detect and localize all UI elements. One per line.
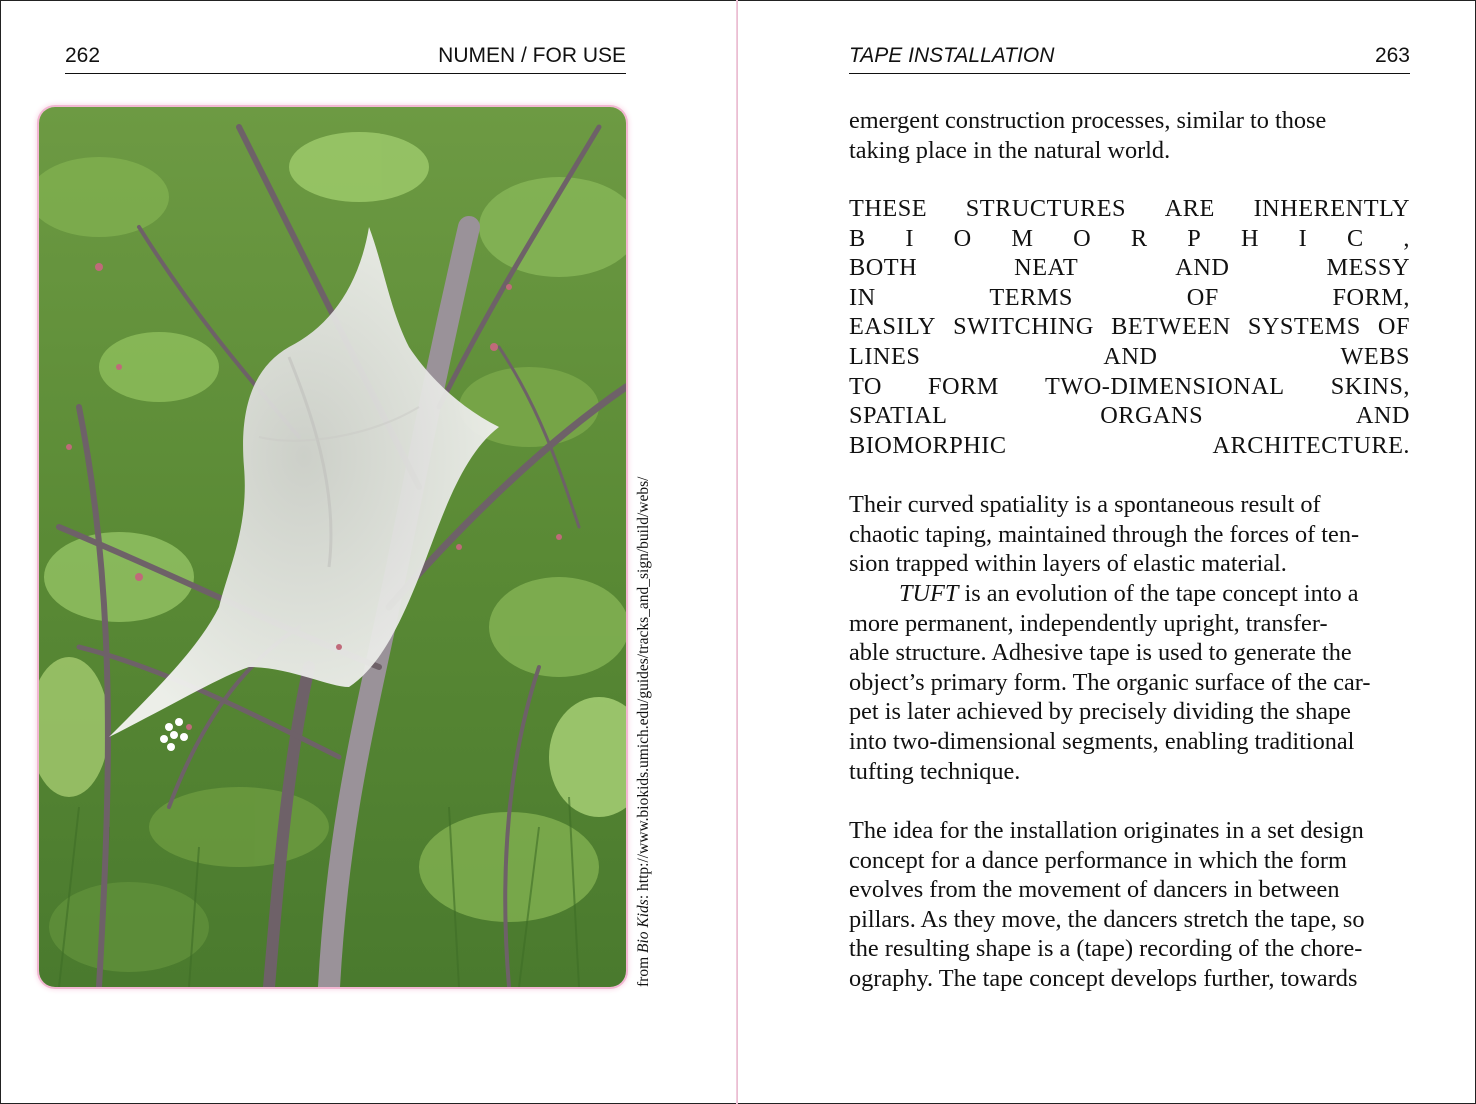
text-line-content: able structure. Adhesive tape is used to generate the bbox=[849, 639, 1352, 667]
caps-line bbox=[849, 283, 1410, 313]
text-line-content: taking place in the natural world. bbox=[849, 136, 1171, 164]
caps-word: ARCHITECTURE. bbox=[1212, 431, 1410, 459]
caps-word: LINES bbox=[849, 342, 921, 370]
caps-word: ARE bbox=[1164, 195, 1215, 222]
caps-word: WEBS bbox=[1340, 342, 1410, 370]
caps-word: FORM bbox=[928, 372, 999, 400]
caps-line bbox=[849, 194, 1410, 224]
right-page-number: 263 bbox=[1374, 44, 1410, 67]
caps-word: BIOMORPHIC bbox=[849, 431, 1007, 459]
caps-word: SWITCHING bbox=[953, 313, 1094, 341]
caps-word: B bbox=[849, 224, 866, 252]
left-header-title: NUMEN / FOR USE bbox=[438, 44, 626, 67]
text-line-content: more permanent, independently upright, transfer- bbox=[849, 609, 1328, 637]
right-running-head bbox=[849, 39, 1410, 74]
caps-word: OF bbox=[1186, 283, 1219, 311]
caps-word: TERMS bbox=[989, 283, 1073, 311]
photo-illustration bbox=[39, 107, 626, 987]
text-line-content: into two-dimensional segments, enabling traditional bbox=[849, 727, 1355, 755]
caps-word: STRUCTURES bbox=[965, 195, 1127, 222]
right-page bbox=[738, 0, 1476, 1104]
text-line bbox=[849, 520, 1410, 550]
text-line bbox=[849, 905, 1410, 935]
caps-word: BETWEEN bbox=[1111, 313, 1231, 341]
caps-word: SYSTEMS bbox=[1247, 313, 1361, 341]
caps-word: TWO-DIMENSIONAL bbox=[1044, 372, 1285, 400]
text-line-content: tufting technique. bbox=[849, 757, 1021, 785]
credit-url: : http://www.biokids.umich.edu/guides/tracks_and_sign/build/webs/ bbox=[635, 476, 652, 900]
text-line bbox=[849, 875, 1410, 905]
text-line-content: sion trapped within layers of elastic material. bbox=[849, 550, 1287, 578]
text-line-content: concept for a dance performance in which the form bbox=[849, 846, 1347, 874]
paragraph-3 bbox=[849, 579, 1410, 786]
caps-word: SKINS, bbox=[1330, 372, 1410, 400]
caps-word: R bbox=[1130, 224, 1148, 252]
text-line-content: evolves from the movement of dancers in between bbox=[849, 876, 1340, 904]
text-line-content: object’s primary form. The organic surface of the car- bbox=[849, 668, 1371, 696]
caps-word: MESSY bbox=[1326, 254, 1410, 282]
caps-word: THESE bbox=[849, 195, 928, 222]
photo-credit bbox=[635, 477, 653, 987]
caps-word: , bbox=[1403, 224, 1410, 252]
caps-word: TO bbox=[849, 372, 882, 400]
text-line bbox=[849, 816, 1410, 846]
caps-word: AND bbox=[1355, 402, 1410, 430]
caps-word: NEAT bbox=[1014, 254, 1079, 282]
caps-line bbox=[849, 312, 1410, 342]
credit-source: Bio Kids bbox=[635, 899, 652, 953]
caps-word: SPATIAL bbox=[849, 402, 948, 430]
credit-prefix: from bbox=[635, 952, 652, 987]
caps-word: BOTH bbox=[849, 254, 918, 282]
text-line bbox=[849, 757, 1410, 787]
caps-word: O bbox=[953, 224, 972, 252]
caps-word: H bbox=[1240, 224, 1259, 252]
text-line bbox=[849, 579, 1410, 609]
caps-word: I bbox=[905, 224, 914, 252]
text-line-content: the resulting shape is a (tape) recording of the chore- bbox=[849, 935, 1363, 963]
caps-word: O bbox=[1073, 224, 1092, 252]
capitals-statement bbox=[849, 194, 1410, 460]
paragraph-4 bbox=[849, 816, 1410, 994]
caps-line bbox=[849, 372, 1410, 402]
text-line bbox=[849, 668, 1410, 698]
text-line bbox=[849, 638, 1410, 668]
left-running-head bbox=[65, 39, 626, 74]
right-header-title: TAPE INSTALLATION bbox=[849, 44, 1055, 67]
caps-word: I bbox=[1298, 224, 1308, 252]
caps-line bbox=[849, 342, 1410, 372]
text-line bbox=[849, 136, 1410, 166]
text-line-content: chaotic taping, maintained through the forces of ten- bbox=[849, 520, 1360, 548]
caps-word: IN bbox=[849, 283, 876, 311]
text-line bbox=[849, 490, 1410, 520]
caps-line bbox=[849, 224, 1410, 254]
text-line-content: is an evolution of the tape concept into a bbox=[958, 580, 1359, 607]
caps-word: M bbox=[1011, 224, 1034, 252]
text-line bbox=[849, 609, 1410, 639]
caps-word: AND bbox=[1175, 254, 1230, 282]
paragraph-1 bbox=[849, 106, 1410, 165]
caps-line bbox=[849, 431, 1410, 461]
text-line bbox=[849, 697, 1410, 727]
text-line bbox=[849, 727, 1410, 757]
caps-word: EASILY bbox=[849, 313, 936, 341]
text-line-content: emergent construction processes, similar to those bbox=[849, 107, 1327, 134]
text-line bbox=[849, 934, 1410, 964]
left-page bbox=[0, 0, 737, 1104]
text-line bbox=[849, 846, 1410, 876]
text-line-content: Their curved spatiality is a spontaneous result of bbox=[849, 491, 1321, 518]
caps-word: ORGANS bbox=[1100, 402, 1204, 430]
text-line bbox=[849, 549, 1410, 579]
tuft-title: TUFT bbox=[899, 580, 959, 607]
caps-word: FORM, bbox=[1332, 283, 1410, 311]
text-line-content: The idea for the installation originates in a set design bbox=[849, 817, 1364, 844]
caps-word: OF bbox=[1377, 313, 1410, 341]
text-line-content: ography. The tape concept develops further, towards bbox=[849, 964, 1358, 992]
caps-word: INHERENTLY bbox=[1253, 195, 1410, 222]
text-line bbox=[849, 964, 1410, 994]
caps-word: P bbox=[1187, 224, 1202, 252]
left-page-number: 262 bbox=[65, 44, 101, 67]
text-line-content: pet is later achieved by precisely dividing the shape bbox=[849, 698, 1351, 726]
caps-word: C bbox=[1346, 224, 1364, 252]
text-line-content: pillars. As they move, the dancers stretch the tape, so bbox=[849, 905, 1365, 933]
tent-caterpillar-photo bbox=[39, 107, 626, 987]
text-line bbox=[849, 106, 1410, 136]
paragraph-2 bbox=[849, 490, 1410, 579]
caps-line bbox=[849, 253, 1410, 283]
caps-word: AND bbox=[1103, 342, 1158, 370]
caps-line bbox=[849, 401, 1410, 431]
